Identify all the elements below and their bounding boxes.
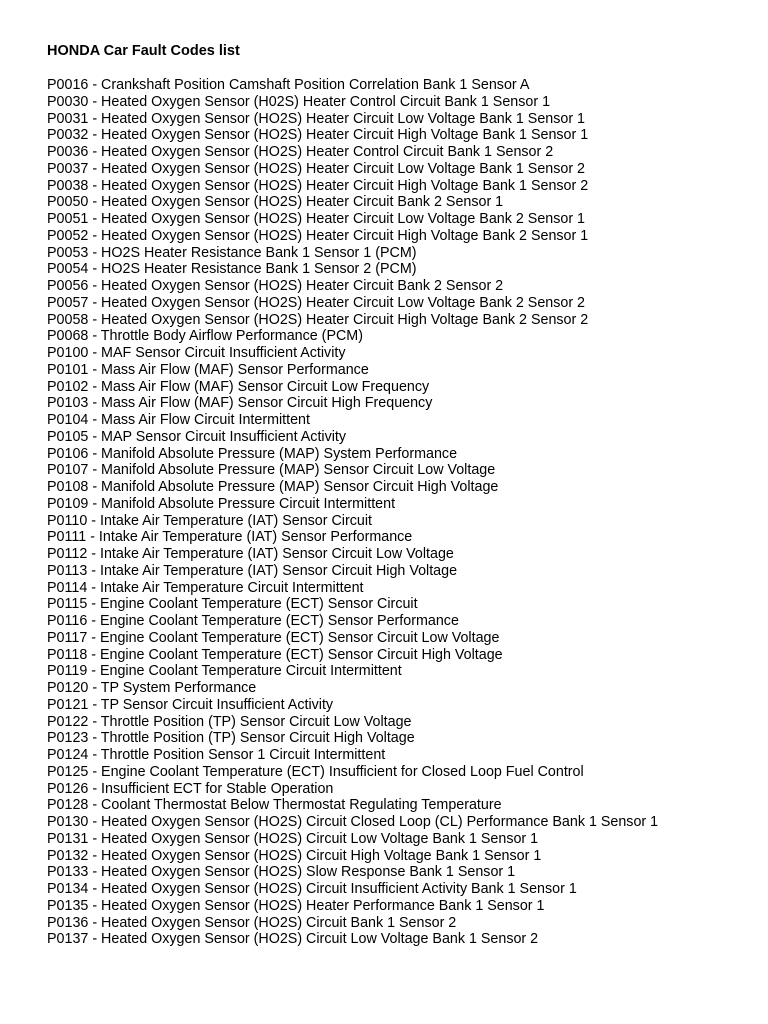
fault-code-item: P0057 - Heated Oxygen Sensor (HO2S) Heater Circuit Low Voltage Bank 2 Sensor 2	[47, 294, 586, 311]
fault-code-item: P0123 - Throttle Position (TP) Sensor Circuit High Voltage	[47, 730, 415, 747]
fault-code-item: P0054 - HO2S Heater Resistance Bank 1 Sensor 2 (PCM)	[47, 261, 417, 278]
fault-code-item: P0132 - Heated Oxygen Sensor (HO2S) Circuit High Voltage Bank 1 Sensor 1	[47, 847, 542, 864]
fault-code-item: P0106 - Manifold Absolute Pressure (MAP) System Performance	[47, 445, 458, 462]
fault-code-item: P0111 - Intake Air Temperature (IAT) Sensor Performance	[47, 529, 413, 546]
fault-code-item: P0110 - Intake Air Temperature (IAT) Sensor Circuit	[47, 512, 372, 529]
fault-code-item: P0134 - Heated Oxygen Sensor (HO2S) Circuit Insufficient Activity Bank 1 Sensor 1	[47, 881, 577, 897]
fault-code-item: P0051 - Heated Oxygen Sensor (HO2S) Heater Circuit Low Voltage Bank 2 Sensor 1	[47, 211, 586, 227]
fault-code-item: P0115 - Engine Coolant Temperature (ECT) Sensor Circuit	[47, 596, 418, 613]
fault-code-item: P0128 - Coolant Thermostat Below Thermostat Regulating Temperature	[47, 797, 502, 814]
fault-code-item: P0038 - Heated Oxygen Sensor (HO2S) Heater Circuit High Voltage Bank 1 Sensor 2	[47, 177, 589, 194]
fault-code-item: P0032 - Heated Oxygen Sensor (HO2S) Heater Circuit High Voltage Bank 1 Sensor 1	[47, 127, 589, 144]
fault-code-item: P0058 - Heated Oxygen Sensor (HO2S) Heater Circuit High Voltage Bank 2 Sensor 2	[47, 311, 589, 328]
fault-code-item: P0036 - Heated Oxygen Sensor (HO2S) Heater Control Circuit Bank 1 Sensor 2	[47, 144, 554, 160]
fault-code-item: P0103 - Mass Air Flow (MAF) Sensor Circuit High Frequency	[47, 395, 433, 412]
fault-code-item: P0131 - Heated Oxygen Sensor (HO2S) Circuit Low Voltage Bank 1 Sensor 1	[47, 830, 539, 847]
fault-code-item: P0053 - HO2S Heater Resistance Bank 1 Sensor 1 (PCM)	[47, 244, 417, 261]
fault-code-item: P0105 - MAP Sensor Circuit Insufficient Activity	[47, 428, 347, 445]
fault-code-item: P0056 - Heated Oxygen Sensor (HO2S) Heater Circuit Bank 2 Sensor 2	[47, 278, 504, 294]
fault-code-item: P0016 - Crankshaft Position Camshaft Position Correlation Bank 1 Sensor A	[47, 77, 530, 93]
fault-code-item: P0031 - Heated Oxygen Sensor (HO2S) Heater Circuit Low Voltage Bank 1 Sensor 1	[47, 110, 586, 127]
fault-code-item: P0100 - MAF Sensor Circuit Insufficient Activity	[47, 345, 346, 361]
fault-code-item: P0117 - Engine Coolant Temperature (ECT) Sensor Circuit Low Voltage	[47, 629, 500, 646]
fault-code-item: P0133 - Heated Oxygen Sensor (HO2S) Slow Response Bank 1 Sensor 1	[47, 864, 516, 881]
fault-code-item: P0118 - Engine Coolant Temperature (ECT) Sensor Circuit High Voltage	[47, 646, 503, 663]
fault-code-item: P0125 - Engine Coolant Temperature (ECT) Insufficient for Closed Loop Fuel Control	[47, 763, 584, 780]
fault-code-list	[47, 77, 658, 948]
fault-code-item: P0113 - Intake Air Temperature (IAT) Sensor Circuit High Voltage	[47, 562, 458, 579]
fault-code-item: P0107 - Manifold Absolute Pressure (MAP) Sensor Circuit Low Voltage	[47, 462, 496, 479]
fault-code-item: P0101 - Mass Air Flow (MAF) Sensor Performance	[47, 361, 369, 378]
fault-code-item: P0124 - Throttle Position Sensor 1 Circuit Intermittent	[47, 747, 386, 763]
fault-code-item: P0104 - Mass Air Flow Circuit Intermittent	[47, 412, 310, 428]
fault-code-item: P0050 - Heated Oxygen Sensor (HO2S) Heater Circuit Bank 2 Sensor 1	[47, 194, 504, 211]
fault-code-item: P0122 - Throttle Position (TP) Sensor Circuit Low Voltage	[47, 713, 412, 730]
fault-code-item: P0126 - Insufficient ECT for Stable Operation	[47, 780, 334, 797]
fault-code-item: P0114 - Intake Air Temperature Circuit Intermittent	[47, 579, 364, 596]
fault-code-item: P0068 - Throttle Body Airflow Performance (PCM)	[47, 328, 363, 345]
fault-code-item: P0112 - Intake Air Temperature (IAT) Sensor Circuit Low Voltage	[47, 546, 454, 562]
fault-code-item: P0052 - Heated Oxygen Sensor (HO2S) Heater Circuit High Voltage Bank 2 Sensor 1	[47, 227, 589, 244]
fault-code-item: P0119 - Engine Coolant Temperature Circuit Intermittent	[47, 663, 402, 680]
fault-code-item: P0037 - Heated Oxygen Sensor (HO2S) Heater Circuit Low Voltage Bank 1 Sensor 2	[47, 160, 586, 177]
fault-code-item: P0136 - Heated Oxygen Sensor (HO2S) Circuit Bank 1 Sensor 2	[47, 914, 457, 931]
fault-code-item: P0121 - TP Sensor Circuit Insufficient Activity	[47, 696, 334, 713]
fault-code-item: P0120 - TP System Performance	[47, 680, 257, 696]
fault-code-item: P0102 - Mass Air Flow (MAF) Sensor Circuit Low Frequency	[47, 378, 430, 395]
document-title: HONDA Car Fault Codes list	[47, 43, 240, 59]
fault-code-item: P0108 - Manifold Absolute Pressure (MAP) Sensor Circuit High Voltage	[47, 479, 499, 495]
fault-code-item: P0109 - Manifold Absolute Pressure Circuit Intermittent	[47, 495, 396, 512]
fault-code-item: P0130 - Heated Oxygen Sensor (HO2S) Circuit Closed Loop (CL) Performance Bank 1 Sensor 1	[47, 814, 659, 830]
fault-code-item: P0137 - Heated Oxygen Sensor (HO2S) Circuit Low Voltage Bank 1 Sensor 2	[47, 931, 539, 948]
fault-code-item: P0135 - Heated Oxygen Sensor (HO2S) Heater Performance Bank 1 Sensor 1	[47, 897, 545, 914]
fault-code-item: P0116 - Engine Coolant Temperature (ECT) Sensor Performance	[47, 613, 459, 629]
fault-code-item: P0030 - Heated Oxygen Sensor (H02S) Heater Control Circuit Bank 1 Sensor 1	[47, 93, 551, 110]
